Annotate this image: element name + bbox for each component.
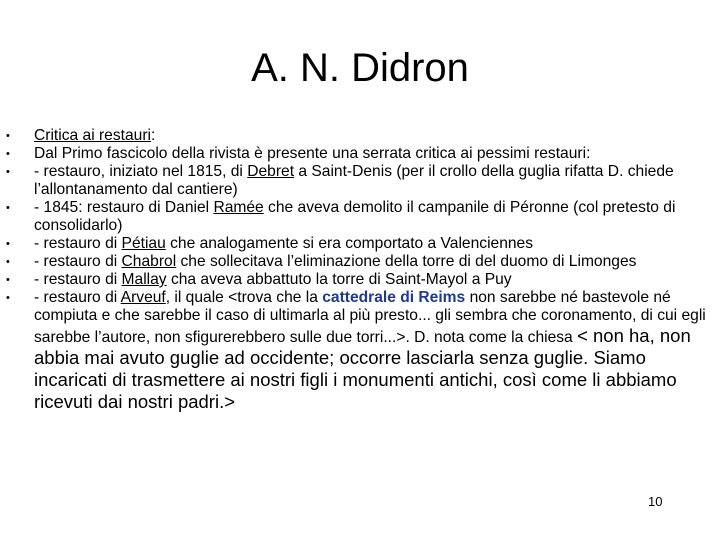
bullet-underlined: Pétiau [121,235,166,252]
bullet-item [0,127,720,145]
bullet-text: , il quale <trova che la [165,289,323,306]
bullet-item [0,163,720,199]
bullet-underlined: Chabrol [121,253,177,270]
bullet-item [0,145,720,163]
bullet-dot: • [6,238,10,250]
bullet-dot: • [6,274,10,286]
bullet-underlined: Critica ai restauri [34,127,151,144]
bullet-dot: • [6,292,10,304]
bullet-text: - restauro di [34,235,122,252]
bullet-item [0,235,720,253]
bullet-item [0,253,720,271]
bullet-text: - restauro, iniziato nel 1815, di [34,163,248,180]
bullet-text: che analogamente si era comportato a Valenciennes [165,235,534,252]
page-number: 10 [648,494,663,509]
bullet-dot: • [6,130,10,142]
bullet-dot: • [6,166,10,178]
bullet-underlined: Ramée [213,199,264,216]
bullet-text: : [150,127,156,144]
bullet-text: a Saint-Denis (per il crollo della guglia rifatta D. chiede l’allontanamento dal cantiere) [34,163,674,198]
bullet-text: non sarebbe né bastevole né compiuta e che sarebbe il caso di ultimarla al più presto... gli sembra che coronamento, di cui egli sarebbe l’autore, non sfigurerebbero sulle due torri...>. D. nota come la chiesa [34,289,706,346]
bullet-text: che aveva demolito il campanile di Péronne (col pretesto di consolidarlo) [34,199,676,234]
bullet-dot: • [6,202,10,214]
bullet-list [0,127,720,413]
bullet-item [0,289,720,413]
bullet-underlined: Arveuf [120,289,166,306]
bullet-text: - restauro di [34,271,122,288]
highlighted-text: cattedrale di Reims [322,289,466,306]
quote-text: < non ha, non abbia mai avuto guglie ad occidente; occorre lasciarla senza guglie. Siamo incaricati di trasmettere ai nostri figli i monumenti antichi, così come li abbiamo ricevuti dai nostri padri.> [34,325,691,412]
bullet-item [0,271,720,289]
bullet-text: - restauro di [34,253,122,270]
bullet-text: - 1845: restauro di Daniel [34,199,214,216]
slide-title: A. N. Didron [251,46,469,90]
bullet-text: - restauro di [34,289,121,306]
bullet-text: che sollecitava l’eliminazione della torre di del duomo di Limonges [176,253,637,270]
bullet-dot: • [6,148,10,160]
bullet-text: cha aveva abbattuto la torre di Saint-Mayol a Puy [166,271,512,288]
bullet-text: Dal Primo fascicolo della rivista è presente una serrata critica ai pessimi restauri: [34,145,591,162]
bullet-item [0,199,720,235]
bullet-underlined: Mallay [121,271,167,288]
bullet-underlined: Debret [247,163,295,180]
bullet-dot: • [6,256,10,268]
